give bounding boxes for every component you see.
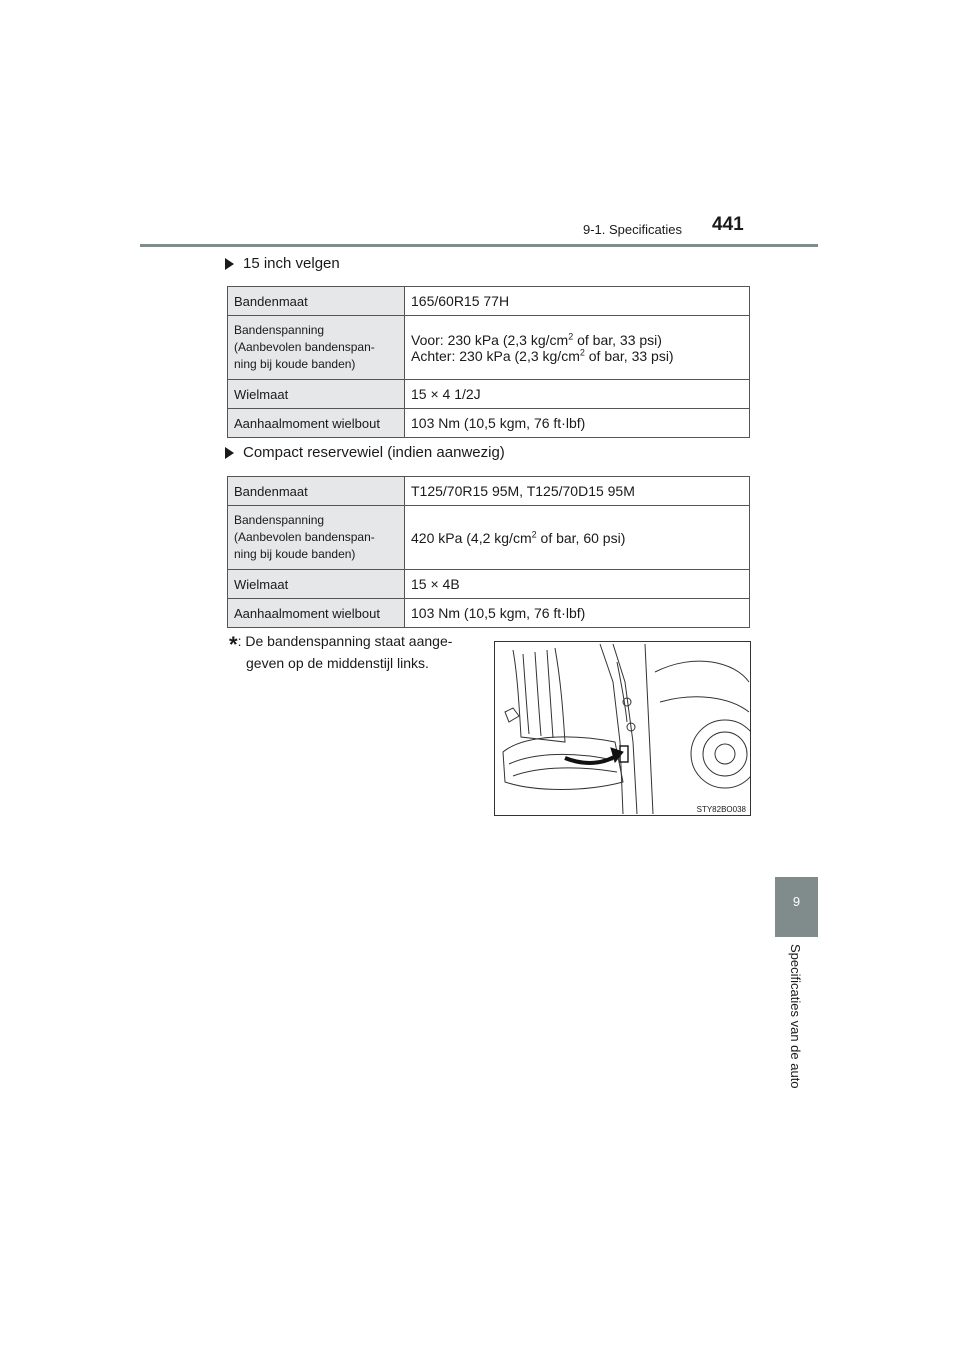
- spec-table-15-inch: [227, 286, 750, 438]
- label-line: ning bij koude banden): [234, 547, 356, 561]
- car-seat-door-pillar-drawing: [495, 642, 750, 815]
- footnote-line: : De bandenspanning staat aange-: [237, 633, 453, 649]
- spec-table-spare-wheel: [227, 476, 750, 628]
- table-row: [228, 409, 750, 438]
- page-number: 441: [712, 214, 744, 235]
- label-line: (Aanbevolen bandenspan-: [234, 340, 375, 354]
- row-label: Aanhaalmoment wielbout: [228, 409, 405, 438]
- value-line: 420 kPa (4,2 $kg/cm^2$ of bar, 60 psi): [411, 529, 626, 546]
- header-divider: [140, 244, 818, 247]
- row-label: Wielmaat: [228, 380, 405, 409]
- chapter-tab: [775, 877, 818, 937]
- page-header: [0, 0, 960, 250]
- label-line: Bandenspanning: [234, 323, 325, 337]
- footnote-mark: *: [229, 632, 238, 657]
- section-label: 9-1. Specificaties: [583, 222, 682, 237]
- row-label: Bandenmaat: [228, 477, 405, 506]
- table-row: [228, 287, 750, 316]
- section-heading-15-inch: [225, 255, 340, 272]
- table-row: [228, 570, 750, 599]
- row-label: Wielmaat: [228, 570, 405, 599]
- section-heading-text: Compact reservewiel (indien aanwezig): [243, 444, 505, 461]
- door-pillar-illustration: [494, 641, 751, 816]
- chapter-number: 9: [792, 894, 801, 909]
- figure-code: STY82BO038: [696, 805, 746, 814]
- row-value: [405, 316, 750, 380]
- table-row: [228, 380, 750, 409]
- section-heading-spare-wheel: [225, 444, 505, 461]
- table-row: [228, 477, 750, 506]
- row-value: 15 × 4 1/2J: [405, 380, 750, 409]
- row-label: [228, 316, 405, 380]
- section-heading-text: 15 inch velgen: [243, 255, 340, 272]
- label-line: ning bij koude banden): [234, 357, 356, 371]
- table-row: [228, 599, 750, 628]
- row-label: Bandenmaat: [228, 287, 405, 316]
- footnote-line: geven op de middenstijl links.: [246, 655, 429, 671]
- row-value: T125/70R15 95M, T125/70D15 95M: [405, 477, 750, 506]
- row-label: Aanhaalmoment wielbout: [228, 599, 405, 628]
- footnote: [229, 632, 479, 673]
- value-line: Voor: 230 kPa (2,3 $kg/cm^2$ of bar, 33 psi): [411, 330, 662, 348]
- row-value: 165/60R15 77H: [405, 287, 750, 316]
- row-value: [405, 506, 750, 570]
- label-line: Bandenspanning: [234, 513, 325, 527]
- table-row: [228, 316, 750, 380]
- row-value: 103 Nm (10,5 kgm, 76 ft·lbf): [405, 599, 750, 628]
- chapter-title-vertical: [776, 944, 816, 1144]
- row-value: 15 × 4B: [405, 570, 750, 599]
- row-label: [228, 506, 405, 570]
- label-line: (Aanbevolen bandenspan-: [234, 530, 375, 544]
- table-row: [228, 506, 750, 570]
- bullet-arrow-icon: [225, 258, 234, 270]
- chapter-title: Specificaties van de auto: [788, 944, 803, 1089]
- value-line: Achter: 230 kPa (2,3 $kg/cm^2$ of bar, 33 psi): [411, 347, 674, 365]
- bullet-arrow-icon: [225, 447, 234, 459]
- row-value: 103 Nm (10,5 kgm, 76 ft·lbf): [405, 409, 750, 438]
